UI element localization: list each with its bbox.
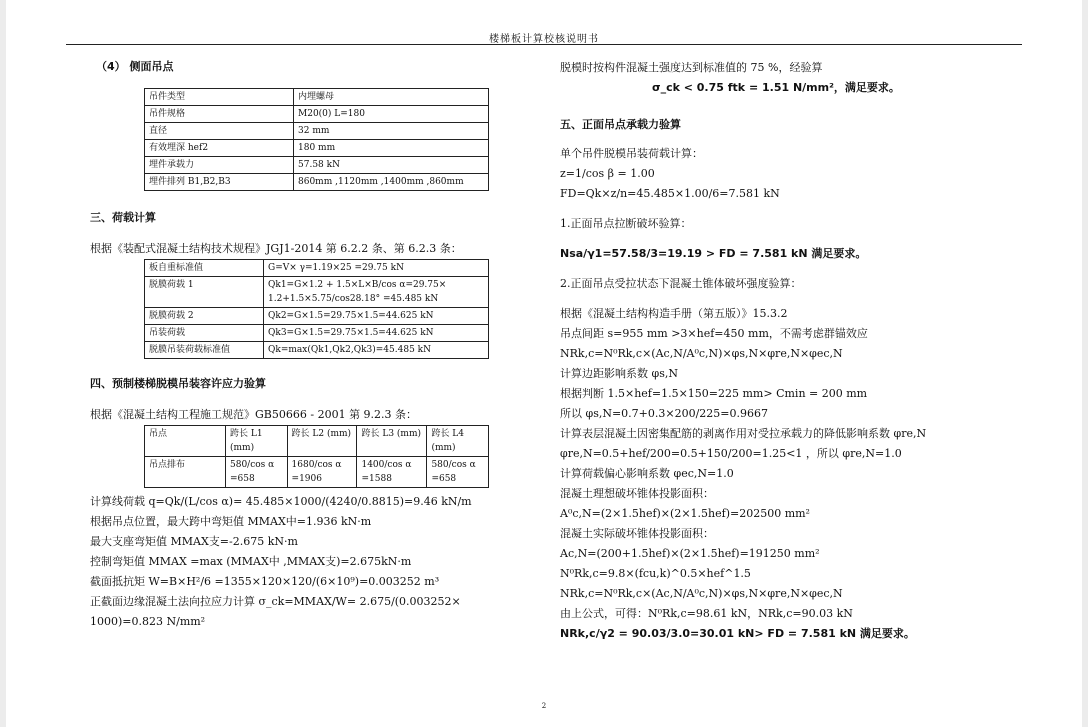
table-row (145, 342, 489, 359)
load-table (144, 259, 489, 359)
table-row (145, 308, 489, 325)
table-row (145, 174, 489, 191)
calc-line: 1000)=0.823 N/mm² (90, 615, 206, 628)
calc-line: 计算边距影响系数 φs,N (560, 367, 678, 380)
table-cell: 吊装荷载 (145, 325, 264, 342)
table-cell: 1680/cos α =1906 (287, 457, 357, 488)
page-number: 2 (541, 702, 547, 710)
calc-line: Ac,N=(200+1.5hef)×(2×1.5hef)=191250 mm² (560, 547, 820, 560)
table-cell: 脱膜荷载 1 (145, 277, 264, 308)
calc-line: 计算线荷载 q=Qk/(L/cos α)= 45.485×1000/(4240/0.8815)=9.46 kN/m (90, 495, 472, 508)
table-cell: 直径 (145, 123, 294, 140)
calc-line: NRk,c=N⁰Rk,c×(Ac,N/A⁰c,N)×φs,N×φre,N×φec,N (560, 587, 843, 600)
right-column (560, 58, 1030, 644)
calc-line: NRk,c/γ2 = 90.03/3.0=30.01 kN> FD = 7.581 kN 满足要求。 (560, 627, 915, 640)
page-header: 楼梯板计算校核说明书 (489, 34, 599, 45)
calc-line: 计算荷载偏心影响系数 φec,N=1.0 (560, 467, 734, 480)
table-row (145, 426, 489, 457)
table-cell: M20(0) L=180 (294, 106, 489, 123)
table-row (145, 157, 489, 174)
calc-line: φre,N=0.5+hef/200=0.5+150/200=1.25<1 ，所以 φre,N=1.0 (560, 447, 902, 460)
table-cell: 860mm ,1120mm ,1400mm ,860mm (294, 174, 489, 191)
calc-line: 1.正面吊点拉断破坏验算： (560, 217, 692, 230)
table-row (145, 123, 489, 140)
calc-line: 混凝土实际破坏锥体投影面积： (560, 527, 714, 540)
calc-line: 根据《混凝土结构构造手册（第五版）》15.3.2 (560, 307, 788, 320)
table-cell: 吊点排布 (145, 457, 226, 488)
calc-line: 计算表层混凝土因密集配筋的剥离作用对受拉承载力的降低影响系数 φre,N (560, 427, 927, 440)
calc-line: 所以 φs,N=0.7+0.3×200/225=0.9667 (560, 407, 769, 420)
table-cell: Qk2=G×1.5=29.75×1.5=44.625 kN (264, 308, 489, 325)
table-row (145, 457, 489, 488)
table-cell: 580/cos α =658 (226, 457, 288, 488)
check-result: σ_ck < 0.75 ftk = 1.51 N/mm²，满足要求。 (652, 81, 900, 94)
document-page (6, 0, 1082, 727)
table-cell: Qk3=G×1.5=29.75×1.5=44.625 kN (264, 325, 489, 342)
calc-line: z=1/cos β = 1.00 (560, 167, 655, 180)
table-cell: 1400/cos α =1588 (357, 457, 427, 488)
table-cell: 埋件排列 B1,B2,B3 (145, 174, 294, 191)
side-lifting-table (144, 88, 489, 191)
calc-line: 控制弯矩值 MMAX =max (MMAX中 ,MMAX支)=2.675kN·m (90, 555, 412, 568)
table-cell: 内埋螺母 (294, 89, 489, 106)
intro-text: 脱模时按构件混凝土强度达到标准值的 75 %，经验算 (560, 61, 823, 74)
calc-line: 根据吊点位置，最大跨中弯矩值 MMAX中=1.936 kN·m (90, 515, 372, 528)
table-row (145, 277, 489, 308)
calc-line: 截面抵抗矩 W=B×H²/6 =1355×120×120/(6×10⁹)=0.003252 m³ (90, 575, 440, 588)
table-cell: Qk1=G×1.2 + 1.5×L×B/cos α=29.75× 1.2+1.5×5.75/cos28.18° =45.485 kN (264, 277, 489, 308)
calc-line: 混凝土理想破坏锥体投影面积： (560, 487, 714, 500)
section-front-lifting-title: 五、正面吊点承载力验算 (560, 118, 681, 131)
table-row (145, 89, 489, 106)
table-cell: Qk=max(Qk1,Qk2,Qk3)=45.485 kN (264, 342, 489, 359)
table-cell: 脱膜荷载 2 (145, 308, 264, 325)
section-load-title: 三、荷载计算 (90, 211, 156, 224)
calc-line: 由上公式，可得：N⁰Rk,c=98.61 kN，NRk,c=90.03 kN (560, 607, 853, 620)
table-row (145, 140, 489, 157)
left-column (90, 58, 510, 632)
section-side-lifting-title: （4） 侧面吊点 (96, 60, 174, 73)
table-cell: G=V× γ=1.19×25 =29.75 kN (264, 260, 489, 277)
demould-basis-text: 根据《混凝土结构工程施工规范》GB50666 - 2001 第 9.2.3 条： (90, 408, 418, 421)
table-cell: 脱膜吊装荷载标准值 (145, 342, 264, 359)
span-table (144, 425, 489, 488)
table-cell: 580/cos α =658 (427, 457, 489, 488)
calc-line: NRk,c=N⁰Rk,c×(Ac,N/A⁰c,N)×φs,N×φre,N×φec,N (560, 347, 843, 360)
table-cell: 有效埋深 hef2 (145, 140, 294, 157)
table-cell: 埋件承载力 (145, 157, 294, 174)
table-row (145, 106, 489, 123)
calc-line: 吊点间距 s=955 mm >3×hef=450 mm，不需考虑群锚效应 (560, 327, 868, 340)
table-row (145, 325, 489, 342)
calc-line: 正截面边缘混凝土法向拉应力计算 σ_ck=MMAX/W= 2.675/(0.003252× (90, 595, 461, 608)
table-cell: 跨长 L3 (mm) (357, 426, 427, 457)
calc-line: 最大支座弯矩值 MMAX支=-2.675 kN·m (90, 535, 298, 548)
table-cell: 180 mm (294, 140, 489, 157)
calc-line: FD=Qk×z/n=45.485×1.00/6=7.581 kN (560, 187, 780, 200)
header-rule (66, 44, 1022, 45)
table-cell: 吊点 (145, 426, 226, 457)
table-cell: 吊件类型 (145, 89, 294, 106)
table-cell: 板自重标准值 (145, 260, 264, 277)
section-demould-title: 四、预制楼梯脱模吊装容许应力验算 (90, 377, 266, 390)
calc-line: 单个吊件脱模吊装荷载计算： (560, 147, 703, 160)
table-row (145, 260, 489, 277)
table-cell: 跨长 L2 (mm) (287, 426, 357, 457)
calc-line: Nsa/γ1=57.58/3=19.19 > FD = 7.581 kN 满足要求。 (560, 247, 867, 260)
calc-line: N⁰Rk,c=9.8×(fcu,k)^0.5×hef^1.5 (560, 567, 751, 580)
table-cell: 57.58 kN (294, 157, 489, 174)
calc-line: 根据判断 1.5×hef=1.5×150=225 mm> Cmin = 200 mm (560, 387, 868, 400)
load-basis-text: 根据《装配式混凝土结构技术规程》JGJ1-2014 第 6.2.2 条、第 6.2.3 条： (90, 242, 462, 255)
table-cell: 跨长 L1 (mm) (226, 426, 288, 457)
table-cell: 跨长 L4 (mm) (427, 426, 489, 457)
calc-line: 2.正面吊点受拉状态下混凝土锥体破坏强度验算： (560, 277, 802, 290)
calc-line: A⁰c,N=(2×1.5hef)×(2×1.5hef)=202500 mm² (560, 507, 810, 520)
table-cell: 吊件规格 (145, 106, 294, 123)
table-cell: 32 mm (294, 123, 489, 140)
